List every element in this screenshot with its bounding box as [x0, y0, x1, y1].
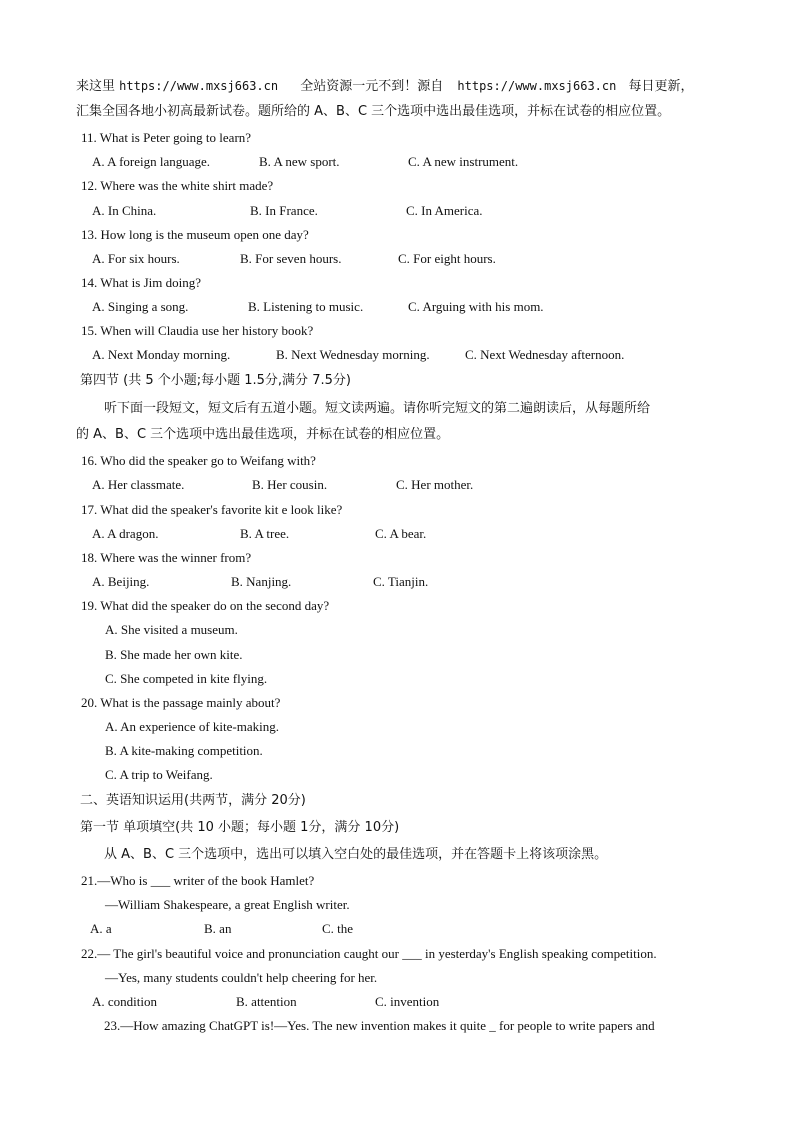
section4-title: 第四节 (共 5 个小题;每小题 1.5分,满分 7.5分) — [80, 373, 351, 388]
q22-option-a: A. condition — [92, 994, 157, 1009]
q21-stem: 21.—Who is ___ writer of the book Hamlet? — [81, 873, 315, 888]
q17-option-c: C. A bear. — [375, 526, 427, 541]
q16-option-a: A. Her classmate. — [92, 477, 185, 492]
header-url-1[interactable]: https://www.mxsj663.cn — [119, 79, 279, 93]
q21-option-c: C. the — [322, 921, 354, 936]
q15-option-c: C. Next Wednesday afternoon. — [465, 347, 625, 362]
q14-stem: 14. What is Jim doing? — [81, 275, 202, 290]
q12-option-c: C. In America. — [406, 203, 483, 218]
q12-stem: 12. Where was the white shirt made? — [81, 178, 274, 193]
section4-instructions-1: 听下面一段短文，短文后有五道小题。短文读两遍。请你听完短文的第二遍朗读后，从每题所给 — [104, 401, 651, 416]
q20-stem: 20. What is the passage mainly about? — [81, 695, 281, 710]
header-line-2: 汇集全国各地小初高最新试卷。题所给的 A、B、C 三个选项中选出最佳选项，并标在试卷的相应位置。 — [76, 104, 671, 119]
q12-option-b: B. In France. — [250, 203, 318, 218]
q11-option-a: A. A foreign language. — [92, 154, 211, 169]
q19-option-b: B. She made her own kite. — [105, 647, 243, 662]
q13-option-b: B. For seven hours. — [240, 251, 342, 266]
q11-stem: 11. What is Peter going to learn? — [81, 130, 252, 145]
q21-option-a: A. a — [90, 921, 112, 936]
header-line-1 — [76, 78, 694, 95]
q16-stem: 16. Who did the speaker go to Weifang with? — [81, 453, 316, 468]
header-text-2: 全站资源一元不到！源自 — [300, 79, 444, 94]
q18-stem: 18. Where was the winner from? — [81, 550, 252, 565]
q18-option-a: A. Beijing. — [92, 574, 150, 589]
header-text-3: 每日更新， — [628, 79, 694, 94]
q17-option-b: B. A tree. — [240, 526, 290, 541]
q18-option-c: C. Tianjin. — [373, 574, 429, 589]
q11-option-c: C. A new instrument. — [408, 154, 519, 169]
q20-option-b: B. A kite-making competition. — [105, 743, 263, 758]
q15-option-a: A. Next Monday morning. — [92, 347, 231, 362]
q19-option-a: A. She visited a museum. — [105, 622, 238, 637]
q19-option-c: C. She competed in kite flying. — [105, 671, 268, 686]
q17-option-a: A. A dragon. — [92, 526, 159, 541]
q16-option-c: C. Her mother. — [396, 477, 474, 492]
q20-option-c: C. A trip to Weifang. — [105, 767, 213, 782]
q22-response: —Yes, many students couldn't help cheering for her. — [105, 970, 378, 985]
q21-option-b: B. an — [204, 921, 232, 936]
q13-option-c: C. For eight hours. — [398, 251, 496, 266]
q19-stem: 19. What did the speaker do on the second day? — [81, 598, 330, 613]
header-text-1: 来这里 — [76, 79, 116, 94]
part2-section1-instructions: 从 A、B、C 三个选项中，选出可以填入空白处的最佳选项，并在答题卡上将该项涂黑。 — [104, 847, 608, 862]
q16-option-b: B. Her cousin. — [252, 477, 328, 492]
q22-option-b: B. attention — [236, 994, 297, 1009]
q13-stem: 13. How long is the museum open one day? — [81, 227, 309, 242]
q22-stem: 22.— The girl's beautiful voice and pronunciation caught our ___ in yesterday's English speaking competition. — [81, 946, 657, 961]
q15-option-b: B. Next Wednesday morning. — [276, 347, 430, 362]
section4-instructions-2: 的 A、B、C 三个选项中选出最佳选项，并标在试卷的相应位置。 — [76, 427, 450, 442]
part2-section1-title: 第一节 单项填空(共 10 小题；每小题 1分，满分 10分) — [80, 820, 400, 835]
q12-option-a: A. In China. — [92, 203, 157, 218]
q15-stem: 15. When will Claudia use her history book? — [81, 323, 314, 338]
header-url-2[interactable]: https://www.mxsj663.cn — [457, 79, 617, 93]
q18-option-b: B. Nanjing. — [231, 574, 292, 589]
q17-stem: 17. What did the speaker's favorite kit e look like? — [81, 502, 343, 517]
part2-title: 二、英语知识运用(共两节，满分 20分) — [80, 793, 306, 808]
q20-option-a: A. An experience of kite-making. — [105, 719, 279, 734]
q14-option-c: C. Arguing with his mom. — [408, 299, 544, 314]
q22-option-c: C. invention — [375, 994, 440, 1009]
q23-stem: 23.—How amazing ChatGPT is!—Yes. The new invention makes it quite _ for people to write papers and — [104, 1018, 655, 1033]
q14-option-a: A. Singing a song. — [92, 299, 189, 314]
q14-option-b: B. Listening to music. — [248, 299, 364, 314]
q13-option-a: A. For six hours. — [92, 251, 180, 266]
q11-option-b: B. A new sport. — [259, 154, 340, 169]
q21-response: —William Shakespeare, a great English writer. — [105, 897, 350, 912]
